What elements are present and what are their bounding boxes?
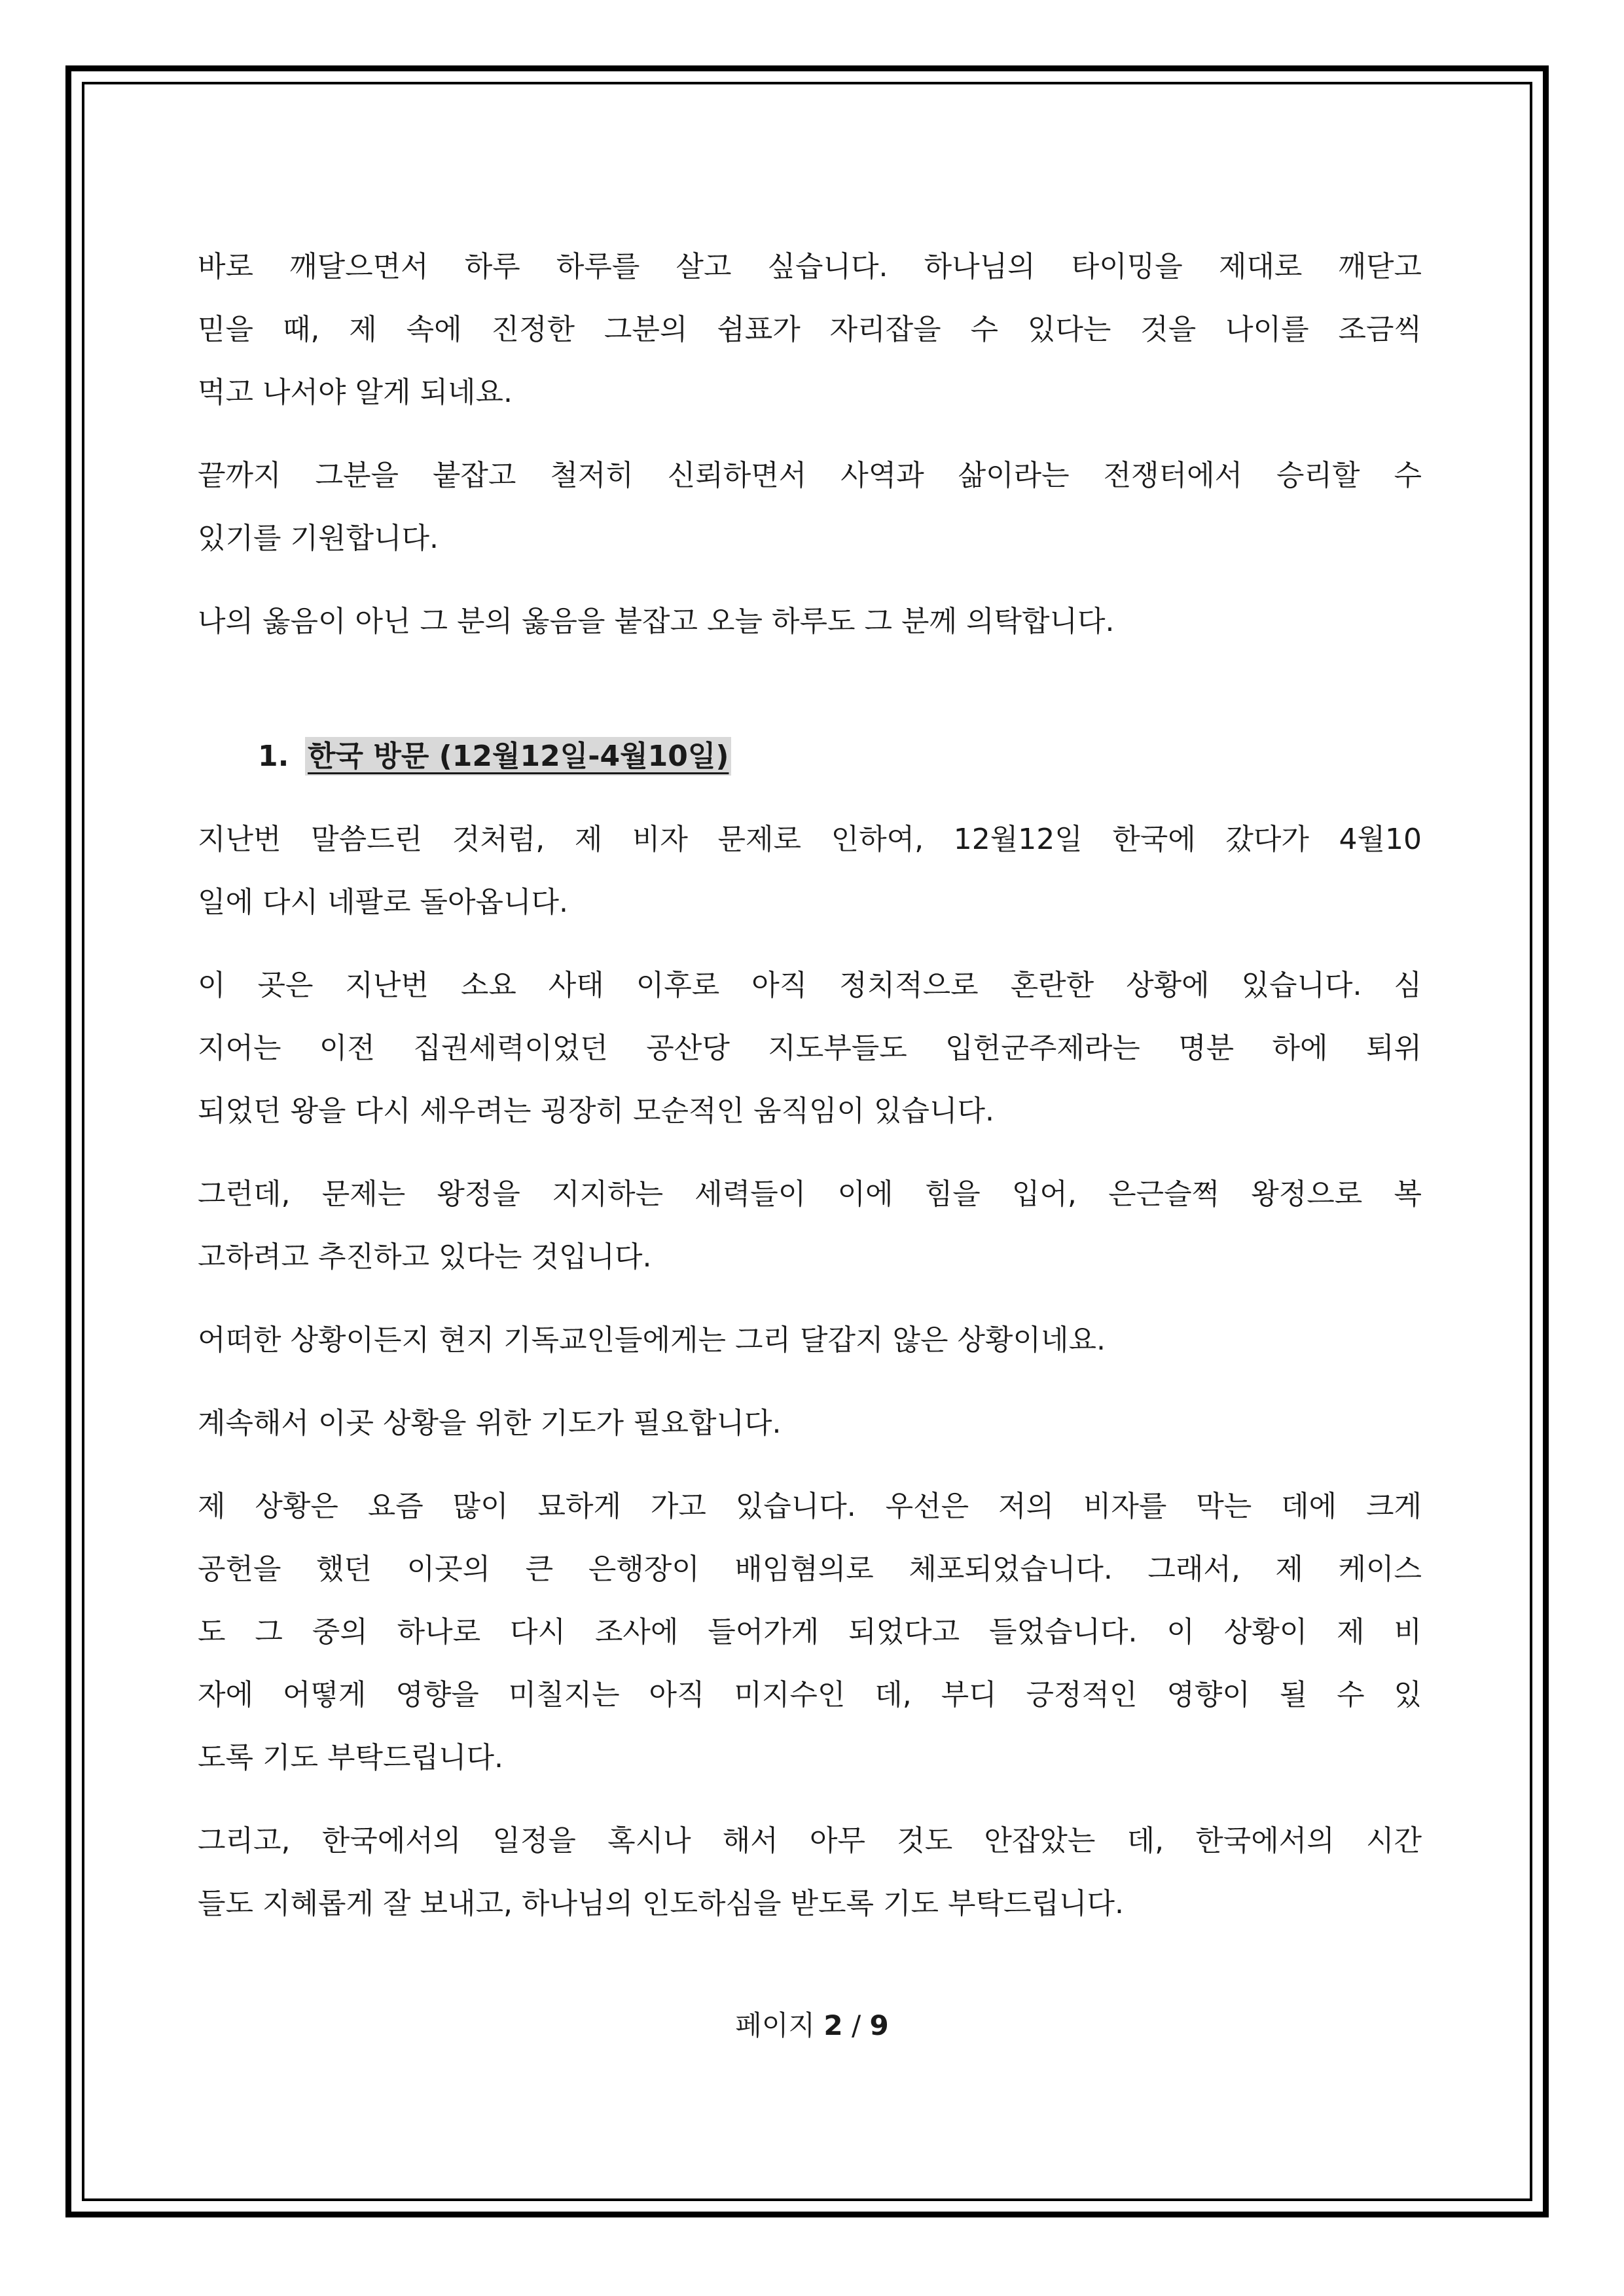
intro-section (198, 236, 1422, 653)
text-line: 믿을 때, 제 속에 진정한 그분의 쉼표가 자리잡을 수 있다는 것을 나이를 조금씩 (198, 313, 1422, 346)
text-line: 들도 지혜롭게 잘 보내고, 하나님의 인도하심을 받도록 기도 부탁드립니다. (198, 1887, 1124, 1920)
text-line: 끝까지 그분을 붙잡고 철저히 신뢰하면서 사역과 삶이라는 전쟁터에서 승리할 수 (198, 459, 1422, 492)
text-line: 공헌을 했던 이곳의 큰 은행장이 배임혐의로 체포되었습니다. 그래서, 제 케이스 (198, 1552, 1422, 1586)
section-number: 1. (258, 740, 289, 773)
korea-visit-section (198, 808, 1422, 1935)
paragraph (198, 590, 1422, 653)
text-line: 먹고 나서야 알게 되네요. (198, 376, 513, 409)
section-heading (198, 725, 1422, 788)
text-line: 일에 다시 네팔로 돌아옵니다. (198, 886, 568, 919)
text-line: 제 상황은 요즘 많이 묘하게 가고 있습니다. 우선은 저의 비자를 막는 데에 크게 (198, 1490, 1422, 1523)
text-line: 자에 어떻게 영향을 미칠지는 아직 미지수인 데, 부디 긍정적인 영향이 될 수 있 (198, 1678, 1422, 1712)
page-footer (0, 2006, 1624, 2045)
text-line: 지어는 이전 집권세력이었던 공산당 지도부들도 입헌군주제라는 명분 하에 퇴위 (198, 1031, 1422, 1065)
text-line: 그리고, 한국에서의 일정을 혹시나 해서 아무 것도 안잡았는 데, 한국에서의 시간 (198, 1824, 1422, 1857)
text-line: 계속해서 이곳 상황을 위한 기도가 필요합니다. (198, 1407, 782, 1440)
paragraph (198, 1392, 1422, 1455)
document-body (198, 236, 1422, 1935)
text-line: 그런데, 문제는 왕정을 지지하는 세력들이 이에 힘을 입어, 은근슬쩍 왕정으로 복 (198, 1177, 1422, 1211)
paragraph (198, 1163, 1422, 1289)
text-line: 되었던 왕을 다시 세우려는 굉장히 모순적인 움직임이 있습니다. (198, 1094, 994, 1128)
section-spacer (198, 653, 1422, 725)
page-separator: / (851, 2009, 861, 2041)
text-line: 고하려고 추진하고 있다는 것입니다. (198, 1240, 652, 1274)
text-line: 도록 기도 부탁드립니다. (198, 1741, 503, 1774)
text-line: 있기를 기원합니다. (198, 522, 439, 555)
text-line: 어떠한 상황이든지 현지 기독교인들에게는 그리 달갑지 않은 상황이네요. (198, 1323, 1106, 1357)
text-line: 이 곳은 지난번 소요 사태 이후로 아직 정치적으로 혼란한 상황에 있습니다. 심 (198, 969, 1422, 1002)
paragraph (198, 808, 1422, 934)
text-line: 나의 옳음이 아닌 그 분의 옳음을 붙잡고 오늘 하루도 그 분께 의탁합니다. (198, 605, 1115, 638)
paragraph (198, 236, 1422, 424)
page-label: 페이지 (735, 2009, 815, 2041)
current-page-number: 2 (823, 2009, 843, 2041)
paragraph (198, 1475, 1422, 1789)
paragraph (198, 444, 1422, 570)
paragraph (198, 954, 1422, 1143)
total-page-count: 9 (869, 2009, 889, 2041)
paragraph (198, 1309, 1422, 1372)
section-title: 한국 방문 (12월12일-4월10일) (305, 737, 731, 776)
text-line: 지난번 말씀드린 것처럼, 제 비자 문제로 인하여, 12월12일 한국에 갔다가 4월10 (198, 823, 1422, 856)
paragraph (198, 1810, 1422, 1935)
text-line: 바로 깨달으면서 하루 하루를 살고 싶습니다. 하나님의 타이밍을 제대로 깨닫고 (198, 250, 1422, 283)
text-line: 도 그 중의 하나로 다시 조사에 들어가게 되었다고 들었습니다. 이 상황이 제 비 (198, 1615, 1422, 1649)
